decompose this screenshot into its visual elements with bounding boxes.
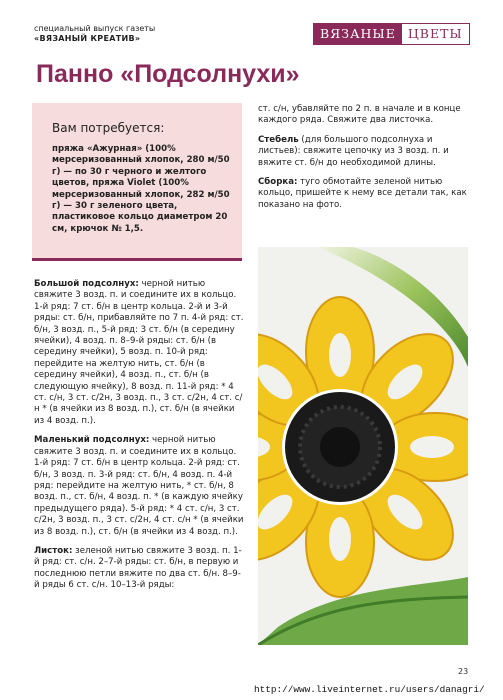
- publication-subtitle: специальный выпуск газеты: [34, 24, 156, 33]
- instruction-body: туго обмотайте зеленой нитью кольцо, пришейте к нему все детали так, как показано на фото.: [258, 177, 467, 210]
- page-title: Панно «Подсолнухи»: [36, 60, 300, 88]
- instruction-body: черной нитью свяжите 3 возд. п. и соедините их в кольцо. 1-й ряд: 7 ст. б/н в центр кольца. 2-й ряд: ст. б/н, 3 возд. п. 3-й ряд: ст. б/н, 4 возд. п. 4-й ряд: перейдите на желтую нить, * ст. б/н, 8 возд. п., ст. б/н, 4 возд. п. * (в каждую ячейку предыдущего ряда). 5-й ряд: * 4 ст. с/н, 3 ст. с/2н, 3 возд. п., 3 ст. с/2н, 4 ст. с/н * (в ячейки из 8 возд. п.), ст. б/н (в ячейки из 4 возд. п.).: [34, 435, 244, 537]
- instruction-lead: Маленький подсолнух:: [34, 435, 150, 446]
- section-brand: [313, 23, 470, 45]
- instruction-stem: [258, 135, 468, 169]
- instruction-lead: Листок:: [34, 545, 73, 556]
- instruction-body: (для большого подсолнуха и листьев): свяжите цепочку из 3 возд. п. и вяжите ст. б/н до необходимой длины.: [258, 134, 449, 168]
- brand-part-2: ЦВЕТЫ: [402, 24, 469, 44]
- instruction-lead: Стебель: [258, 134, 299, 145]
- sunflower-illustration: [258, 247, 468, 645]
- instruction-body: зеленой нитью свяжите 3 возд. п. 1-й ряд: ст. с/н. 2–7-й ряды: ст. б/н, в первую и последнюю петли вяжите по два ст. б/н. 8–9-й ряды 6 ст. с/н. 10–13-й ряды:: [34, 545, 242, 591]
- requirements-text: пряжа «Ажурная» (100% мерсеризованный хлопок, 280 м/50 г) — по 30 г черного и желтого цветов, пряжа Violet (100% мерсеризованный хлопок, 282 м/50 г) — 30 г зеленого цвета, пластиковое кольцо диаметром 20 см, крючок № 1,5.: [52, 144, 230, 234]
- brand-part-1: ВЯЗАНЫЕ: [314, 24, 402, 44]
- right-column: [258, 104, 468, 219]
- requirements-box: [32, 103, 242, 261]
- publication-header: [34, 24, 155, 44]
- left-column: [34, 279, 244, 600]
- instruction-large-sunflower: [34, 279, 244, 427]
- instruction-body: черной нитью свяжите 3 возд. п. и соедините их в кольцо. 1-й ряд: 7 ст. б/н в центр кольца. 2-й и 3-й ряды: ст. б/н, прибавляйте по 7 п. 4-й ряд: ст. б/н, 3 возд. п., 5-й ряд: 3 ст. б/н (в середину ячейки), 4 возд. п. 8–9-й ряды: ст. б/н (в середину ячейки), 5 возд. п. 10-й ряд: перейдите на желтую нить, ст. б/н (в середину ячейки), 4 возд. п., ст. б/н (в следующую ячейку), 8 возд. п. 11-й ряд: * 4 ст. с/н, 3 ст. с/2н, 3 возд. п., 3 ст. с/2н, 4 ст. с/н * (в ячейки из 8 возд. п.), ст. б/н (в ячейки из 4 возд. п.).: [34, 279, 244, 426]
- page-number: 23: [458, 667, 469, 676]
- instruction-body: ст. с/н, убавляйте по 2 п. в начале и в конце каждого ряда. Свяжите два листочка.: [258, 104, 461, 126]
- instruction-leaf: [34, 546, 244, 592]
- watermark-url[interactable]: http://www.liveinternet.ru/users/danagri/: [254, 684, 485, 695]
- sunflower-photo: [258, 247, 468, 645]
- center-core: [320, 427, 360, 467]
- publication-name: «ВЯЗАНЫЙ КРЕАТИВ»: [34, 34, 141, 43]
- requirements-heading: Вам потребуется:: [52, 121, 165, 135]
- instruction-leaf-continued: [258, 104, 468, 127]
- instruction-small-sunflower: [34, 435, 244, 538]
- instruction-lead: Сборка:: [258, 177, 298, 188]
- instruction-assembly: [258, 177, 468, 211]
- instruction-lead: Большой подсолнух:: [34, 279, 139, 289]
